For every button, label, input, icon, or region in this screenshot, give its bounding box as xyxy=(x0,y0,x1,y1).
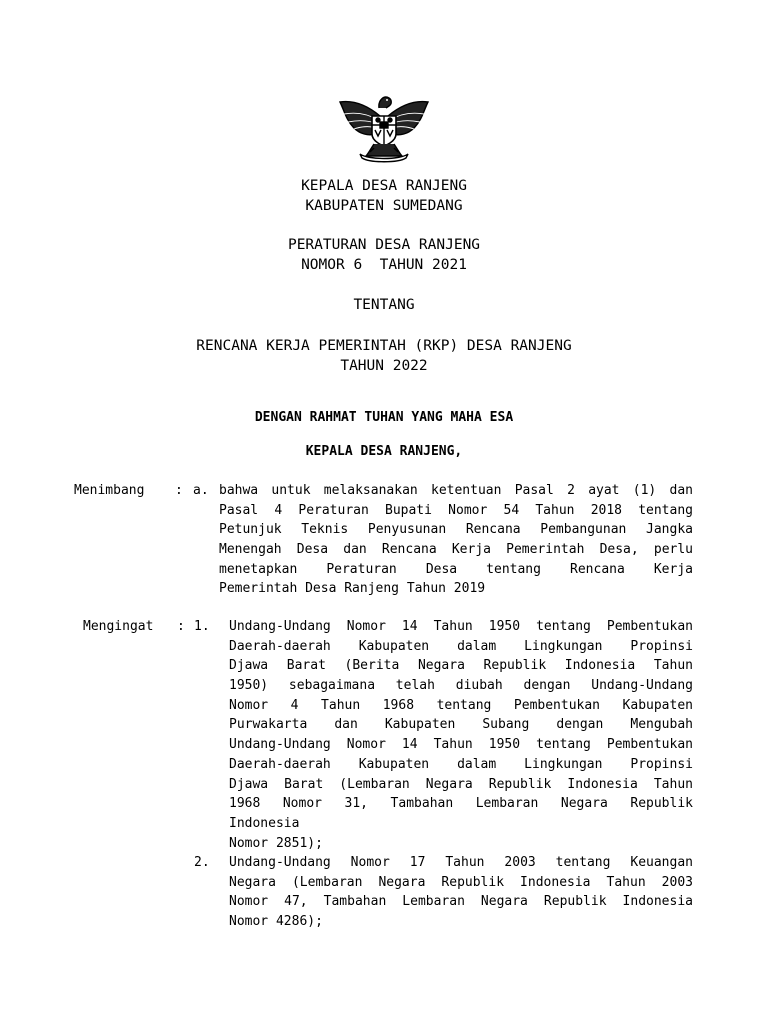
text-line: 1950) sebagaimana telah diubah dengan Undang-Undang xyxy=(229,678,693,694)
text-line: Pasal 4 Peraturan Bupati Nomor 54 Tahun 2018 tentang xyxy=(219,502,693,518)
mengingat-label: Mengingat xyxy=(83,619,154,634)
garuda-emblem-icon xyxy=(334,86,434,164)
subject-line-2: TAHUN 2022 xyxy=(340,358,428,374)
subject-line-1: RENCANA KERJA PEMERINTAH (RKP) DESA RANJENG xyxy=(196,338,572,354)
text-line: bahwa untuk melaksanakan ketentuan Pasal 2 ayat (1) dan xyxy=(219,483,693,498)
text-line: Menengah Desa dan Rencana Kerja Pemerintah Desa, perlu xyxy=(219,542,693,558)
text-line: Undang-Undang Nomor 14 Tahun 1950 tentang Pembentukan xyxy=(229,619,693,634)
mengingat-item-1-marker: 1. xyxy=(194,619,210,634)
text-line: Djawa Barat (Lembaran Negara Republik Indonesia Tahun xyxy=(229,776,693,792)
regulation-title: PERATURAN DESA RANJENG xyxy=(287,237,481,253)
blessing-line: DENGAN RAHMAT TUHAN YANG MAHA ESA xyxy=(254,410,514,425)
issuer-title-line-2: KABUPATEN SUMEDANG xyxy=(305,198,463,214)
mengingat-item-1-text xyxy=(229,617,693,853)
issuer-line: KEPALA DESA RANJENG, xyxy=(305,444,463,459)
text-line: Undang-Undang Nomor 14 Tahun 1950 tentang Pembentukan xyxy=(229,737,693,753)
text-line: Purwakarta dan Kabupaten Subang dengan Mengubah xyxy=(229,717,693,733)
text-line: Daerah-daerah Kabupaten dalam Lingkungan Propinsi xyxy=(229,756,693,772)
text-line: 1968 Nomor 31, Tambahan Lembaran Negara Republik xyxy=(229,796,693,812)
issuer-title-line-1: KEPALA DESA RANJENG xyxy=(301,178,467,194)
about-heading: TENTANG xyxy=(353,297,415,313)
text-line: Nomor 2851); xyxy=(229,835,323,851)
text-line: Nomor 4 Tahun 1968 tentang Pembentukan Kabupaten xyxy=(229,697,693,713)
menimbang-label: Menimbang xyxy=(74,483,145,498)
text-line: menetapkan Peraturan Desa tentang Rencana Kerja xyxy=(219,561,693,577)
text-line: Negara (Lembaran Negara Republik Indonesia Tahun 2003 xyxy=(229,874,693,890)
menimbang-item-a-marker: a. xyxy=(193,483,209,498)
menimbang-separator: : xyxy=(175,483,183,498)
mengingat-separator: : xyxy=(177,619,185,634)
regulation-number: NOMOR 6 TAHUN 2021 xyxy=(301,257,467,273)
mengingat-item-2-text xyxy=(229,853,693,932)
text-line: Daerah-daerah Kabupaten dalam Lingkungan Propinsi xyxy=(229,638,693,654)
menimbang-item-a-text xyxy=(219,481,693,599)
text-line: Djawa Barat (Berita Negara Republik Indonesia Tahun xyxy=(229,658,693,674)
text-line: Nomor 4286); xyxy=(229,914,323,930)
text-line: Undang-Undang Nomor 17 Tahun 2003 tentang Keuangan xyxy=(229,855,693,870)
text-line: Pemerintah Desa Ranjeng Tahun 2019 xyxy=(219,581,486,597)
mengingat-item-2-marker: 2. xyxy=(194,855,210,870)
text-line: Nomor 47, Tambahan Lembaran Negara Republik Indonesia xyxy=(229,894,693,910)
text-line: Petunjuk Teknis Penyusunan Rencana Pembangunan Jangka xyxy=(219,522,693,538)
text-line: Indonesia xyxy=(229,815,300,831)
